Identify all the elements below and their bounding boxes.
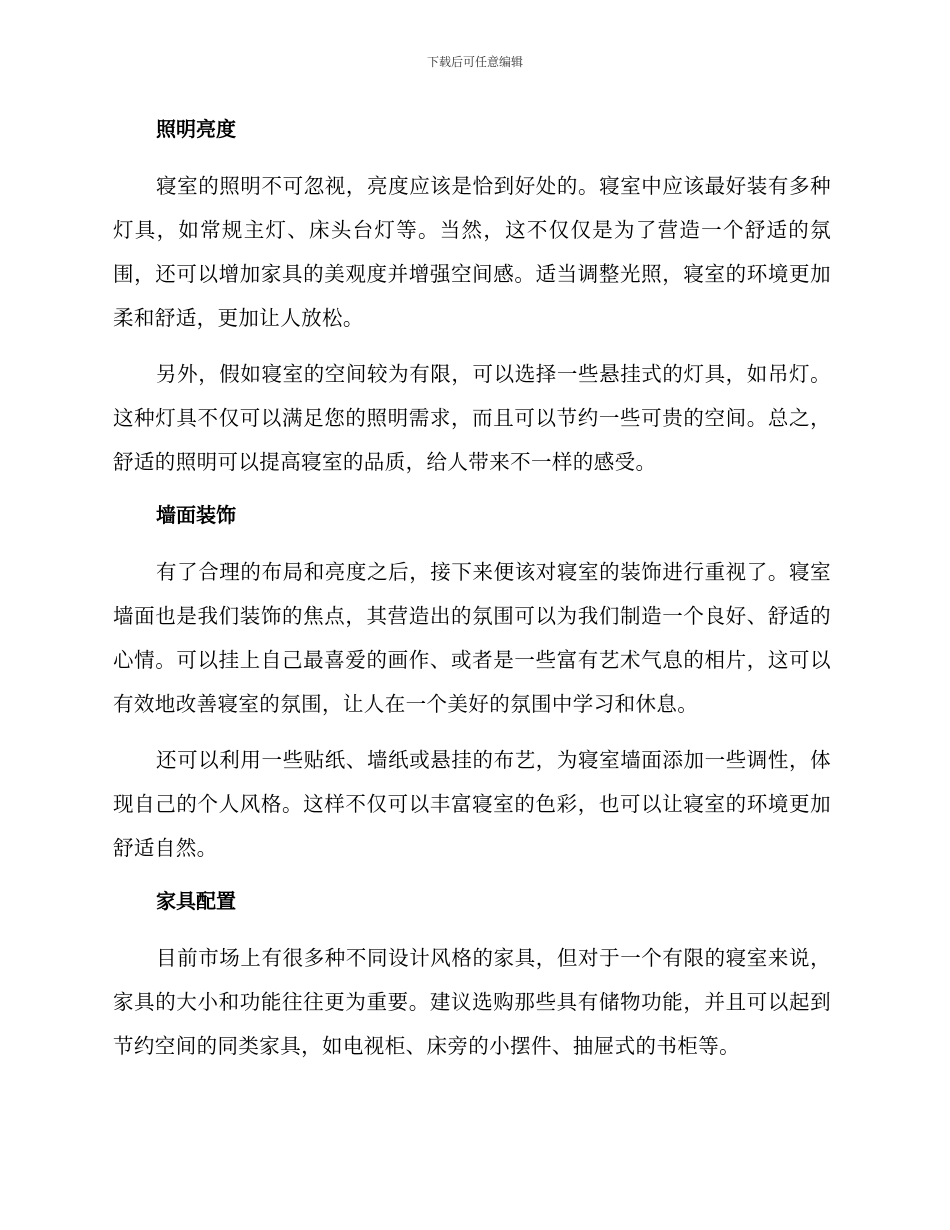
section-furniture: [113, 882, 831, 1068]
page-header-note: 下载后可任意编辑: [426, 55, 523, 69]
document-body: [113, 110, 831, 1080]
paragraph: 另外，假如寝室的空间较为有限，可以选择一些悬挂式的灯具，如吊灯。这种灯具不仅可以满足您的照明需求，而且可以节约一些可贵的空间。总之，舒适的照明可以提高寝室的品质，给人带来不一样的感受。: [113, 362, 831, 474]
paragraph: 还可以利用一些贴纸、墙纸或悬挂的布艺，为寝室墙面添加一些调性，体现自己的个人风格。这样不仅可以丰富寝室的色彩，也可以让寝室的环境更加舒适自然。: [113, 748, 831, 860]
paragraph: 目前市场上有很多种不同设计风格的家具，但对于一个有限的寝室来说，家具的大小和功能往往更为重要。建议选购那些具有储物功能，并且可以起到节约空间的同类家具，如电视柜、床旁的小摆件、抽屉式的书柜等。: [113, 946, 831, 1058]
section-wall-decoration: [113, 496, 831, 870]
section-heading: 墙面装饰: [156, 503, 236, 527]
section-heading: 家具配置: [156, 889, 236, 913]
section-lighting: [113, 110, 831, 484]
section-heading: 照明亮度: [156, 117, 236, 141]
paragraph: 寝室的照明不可忽视，亮度应该是恰到好处的。寝室中应该最好装有多种灯具，如常规主灯、床头台灯等。当然，这不仅仅是为了营造一个舒适的氛围，还可以增加家具的美观度并增强空间感。适当调整光照，寝室的环境更加柔和舒适，更加让人放松。: [113, 174, 831, 330]
paragraph: 有了合理的布局和亮度之后，接下来便该对寝室的装饰进行重视了。寝室墙面也是我们装饰的焦点，其营造出的氛围可以为我们制造一个良好、舒适的心情。可以挂上自己最喜爱的画作、或者是一些富有艺术气息的相片，这可以有效地改善寝室的氛围，让人在一个美好的氛围中学习和休息。: [113, 560, 831, 716]
